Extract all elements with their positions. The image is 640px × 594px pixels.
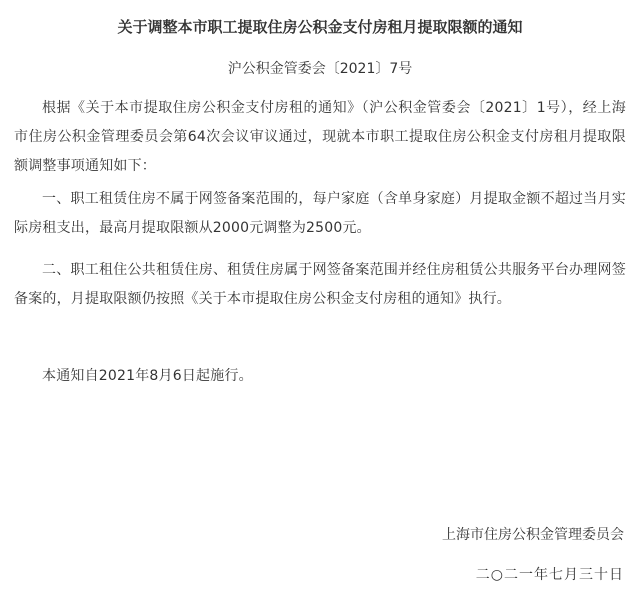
- paragraph-item-2: 二、职工租住公共租赁住房、租赁住房属于网签备案范围并经住房租赁公共服务平台办理网签备案的，月提取限额仍按照《关于本市提取住房公积金支付房租的通知》执行。: [14, 262, 626, 307]
- document-number: 沪公积金管委会〔2021〕7号: [227, 61, 413, 77]
- paragraph-effective-date: 本通知自2021年8月6日起施行。: [42, 368, 253, 384]
- issue-date: 二○二一年七月三十日: [475, 567, 624, 583]
- document-title: 关于调整本市职工提取住房公积金支付房租月提取限额的通知: [117, 18, 523, 36]
- issuing-authority: 上海市住房公积金管理委员会: [442, 527, 624, 543]
- paragraph-intro: 根据《关于本市提取住房公积金支付房租的通知》（沪公积金管委会〔2021〕1号），经上海市住房公积金管理委员会第64次会议审议通过，现就本市职工提取住房公积金支付房租月提取限额调整事项通知如下：: [14, 100, 626, 174]
- paragraph-item-1: 一、职工租赁住房不属于网签备案范围的，每户家庭（含单身家庭）月提取金额不超过当月实际房租支出，最高月提取限额从2000元调整为2500元。: [14, 191, 626, 236]
